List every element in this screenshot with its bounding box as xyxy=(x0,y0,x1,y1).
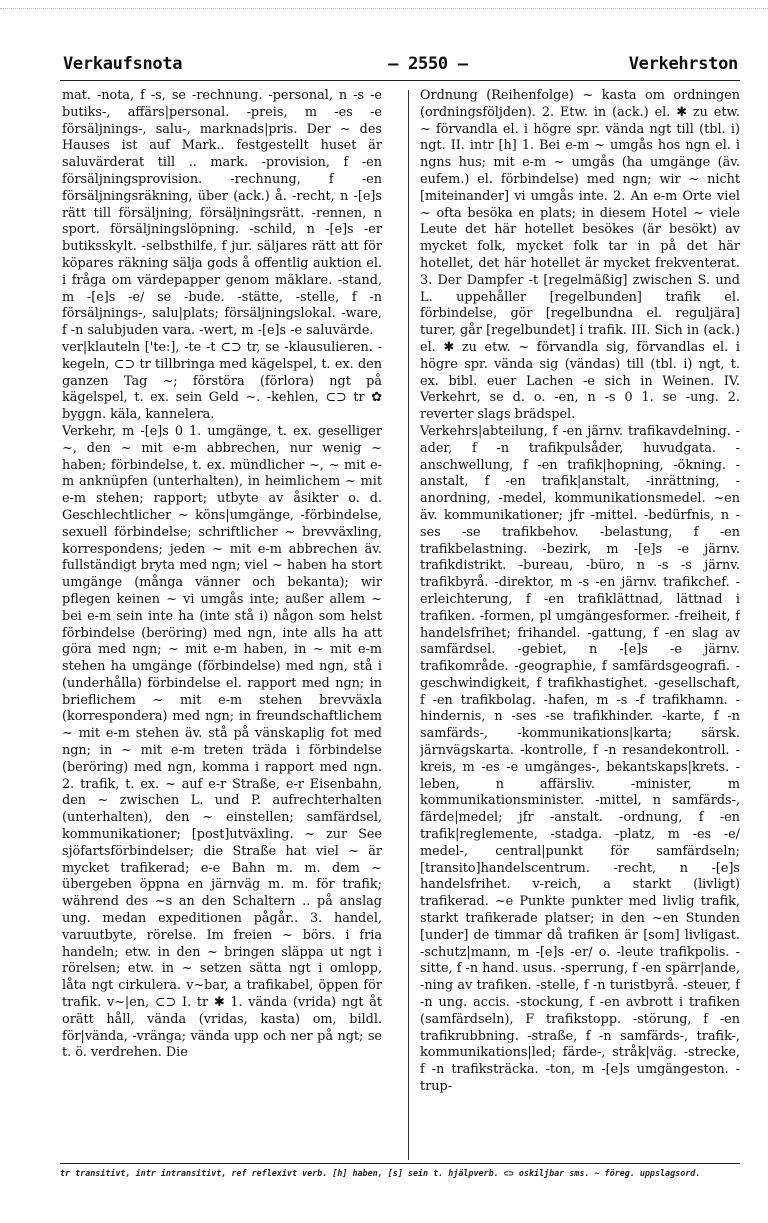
left-column xyxy=(62,88,382,1160)
page-header xyxy=(63,54,738,76)
header-right-guide-word: Verkehrston xyxy=(628,54,738,74)
right-column xyxy=(420,88,740,1160)
column-divider xyxy=(408,90,409,1160)
header-left-guide-word: Verkaufsnota xyxy=(63,54,183,74)
footer-rule xyxy=(60,1163,740,1164)
entry-verklauteln-block: ver|klauteln ['te:], -te -t ⊂⊃ tr, se -klausulieren. -kegeln, ⊂⊃ tr tillbringa med kägelspel, t. ex. den ganzen Tag ~; förstöra (förlora) ngt på kägelspel, t. ex. sein Geld ~. -kehlen, ⊂⊃ tr ✿ byggn. käla, kannelera. xyxy=(62,339,382,423)
entry-verkehrs-compounds: Verkehrs|abteilung, f -en järnv. trafikavdelning. -ader, f -n trafikpulsåder, huvudgata. -anschwellung, f -en trafik|hopning, -ökning. -anstalt, f -en trafik|anstalt, -inrättning, -anordning, -medel, kommunikationsmedel. ~en äv. kommunikationer; jfr -mittel. -bedürfnis, n -ses -se trafikbehov. -belastung, f -en trafikbelastning. -bezirk, m -[e]s -e järnv. trafikdistrikt. -bureau, -büro, n -s -s järnv. trafikbyrå. -direktor, m -s -en järnv. trafikchef. -erleichterung, f -en trafiklättnad, lättnad i trafiken. -formen, pl umgängesformer. -freiheit, f handelsfrihet; frihandel. -gattung, f -en slag av samfärdsel. -gebiet, n -[e]s -e järnv. trafikområde. -geographie, f samfärdsgeografi. -geschwindigkeit, f trafikhastighet. -gesellschaft, f -en trafikbolag. -hafen, m -s -f trafikhamn. -hindernis, n -ses -se trafikhinder. -karte, f -n samfärds-, -kommunikations|karta; särsk. järnvägskarta. -kontrolle, f -n resandekontroll. -kreis, m -es -e umgänges-, bekantskaps|krets. -leben, n affärsliv. -minister, m kommunikationsminister. -mittel, n samfärds-, färde|medel; jfr -anstalt. -ordnung, f -en trafik|reglemente, -stadga. -platz, m -es -e/ medel-, central|punkt för samfärdseln; [transito]handelscentrum. -recht, n -[e]s handelsfrihet. v-reich, a starkt (livligt) trafikerad. ~e Punkte punkter med livlig trafik, starkt trafikerade platser; in den ~en Stunden [under] de timmar då trafiken är [som] livligast. -schutz|mann, m -[e]s -er/ o. -leute trafikpolis. -sitte, f -n hand. usus. -sperrung, f -en spärr|ande, -ning av trafiken. -stelle, f -n turistbyrå. -steuer, f -n ung. accis. -stockung, f -en avbrott i trafiken (samfärdseln), F trafikstopp. -störung, f -en trafikrubbning. -straße, f -n samfärds-, trafik-, kommunikations|led; färde-, stråk|väg. -strecke, f -n trafiksträcka. -ton, m -[e]s umgängeston. -trup- xyxy=(420,423,740,1095)
entry-verkaufsnota-block: mat. -nota, f -s, se -rechnung. -personal, n -s -e butiks-, affärs|personal. -preis, m -es -e försäljnings-, salu-, marknads|pris. Der ~ des Hauses ist auf Mark.. festgestellt huset är saluvärderat till .. mark. -provision, f -en försäljningsprovision. -rechnung, f -en försäljningsräkning, über (ack.) å. -recht, n -[e]s rätt till försäljning, försäljningsrätt. -rennen, n sport. försäljningslöpning. -schild, n -[e]s -er butiksskylt. -selbsthilfe, f jur. säljares rätt att för köpares räkning sälja gods å offentlig auktion el. i fråga om värdepapper genom mäklare. -stand, m -[e]s -e/ se -bude. -stätte, -stelle, f -n försäljnings-, salu|plats; försäljningslokal. -ware, f -n salubjuden vara. -wert, m -[e]s -e saluvärde. xyxy=(62,88,382,339)
top-dotted-rule xyxy=(0,8,768,9)
page-number: — 2550 — xyxy=(388,54,468,74)
entry-verkehr: Verkehr, m -[e]s 0 1. umgänge, t. ex. geselliger ~, den ~ mit e-m abbrechen, nur wenig ~ haben; förbindelse, t. ex. mündlicher ~, ~ mit e-m anknüpfen (unterhalten), in heimlichem ~ mit e-m stehen; rapport; utbyte av åsikter o. d. Geschlechtlicher ~ köns|umgänge, -förbindelse, sexuell förbindelse; schriftlicher ~ brevväxling, korrespondens; jeden ~ mit e-m abbrechen äv. fullständigt bryta med ngn; viel ~ haben ha stort umgänge (många vänner och bekanta); wir pflegen keinen ~ vi umgås inte; außer allem ~ bei e-m sein inte ha (inte stå i) någon som helst förbindelse (beröring) med ngn, inte alls ha att göra med ngn; ~ mit e-m haben, in ~ mit e-m stehen ha umgänge (förbindelse) med ngn, stå i (underhålla) förbindelse el. rapport med ngn; in brieflichem ~ mit e-m stehen brevväxla (korrespondera) med ngn; in freundschaftlichem ~ mit e-m stehen äv. stå på vänskaplig fot med ngn; in ~ mit e-m treten träda i förbindelse (beröring) med ngn, komma i rapport med ngn. 2. trafik, t. ex. ~ auf e-r Straße, e-r Eisenbahn, den ~ zwischen L. und P. aufrechterhalten (unterhalten), den ~ einstellen; samfärdsel, kommunikationer; [post]utväxling. ~ zur See sjöfartsförbindelser; die Straße hat viel ~ är mycket trafikerad; e-e Bahn m. m. dem ~ übergeben öppna en järnväg m. m. för trafik; während des ~s an den Schaltern .. på anslag ung. medan expeditionen pågår.. 3. handel, varuutbyte, rörelse. Im freien ~ börs. i fria handeln; etw. in den ~ bringen släppa ut ngt i rörelsen; etw. in ~ setzen sätta ngt i omlopp, låta ngt cirkulera. v~bar, a trafikabel, öppen för trafik. v~|en, ⊂⊃ I. tr ✱ 1. vända (vrida) ngt åt orätt håll, vända (vridas, kasta) om, bildl. för|vända, -vränga; vända upp och ner på ngt; se t. ö. verdrehen. Die xyxy=(62,423,382,1061)
entry-verkehren-continued: Ordnung (Reihenfolge) ~ kasta om ordningen (ordningsföljden). 2. Etw. in (ack.) el. ✱ zu etw. ~ förvandla el. i högre spr. vända ngt till (tbl. i) ngt. II. intr [h] 1. Bei e-m ~ umgås hos ngn el. i ngns hus; mit e-m ~ umgås (ha umgänge (äv. eufem.) el. förbindelse) med ngn; wir ~ nicht [miteinander] vi umgås inte. 2. An e-m Orte viel ~ ofta besöka en plats; in diesem Hotel ~ viele Leute det här hotellet besökes (är besökt) av mycket folk, mycket folk tar in på det här hotellet, det här hotellet är mycket frekventerat. 3. Der Dampfer -t [regelmäßig] zwischen S. und L. uppehåller [regelbunden] trafik el. förbindelse, gör [regelbundna el. reguljära] turer, går [regelbundet] i trafik. III. Sich in (ack.) el. ✱ zu etw. ~ förvandla sig, förvandlas el. i högre spr. vända sig (vändas) till (tbl. i) ngt, t. ex. bibl. euer Lachen -e sich in Weinen. IV. Verkehrt, se d. o. -en, n -s 0 1. se -ung. 2. reverter slags brädspel. xyxy=(420,88,740,423)
abbreviation-legend: tr transitivt, intr intransitivt, ref reflexivt verb. [h] haben, [s] sein t. hjälpverb. ⊂⊃ oskiljbar sms. ~ föreg. uppslagsord. xyxy=(60,1168,701,1178)
header-rule xyxy=(60,80,740,81)
